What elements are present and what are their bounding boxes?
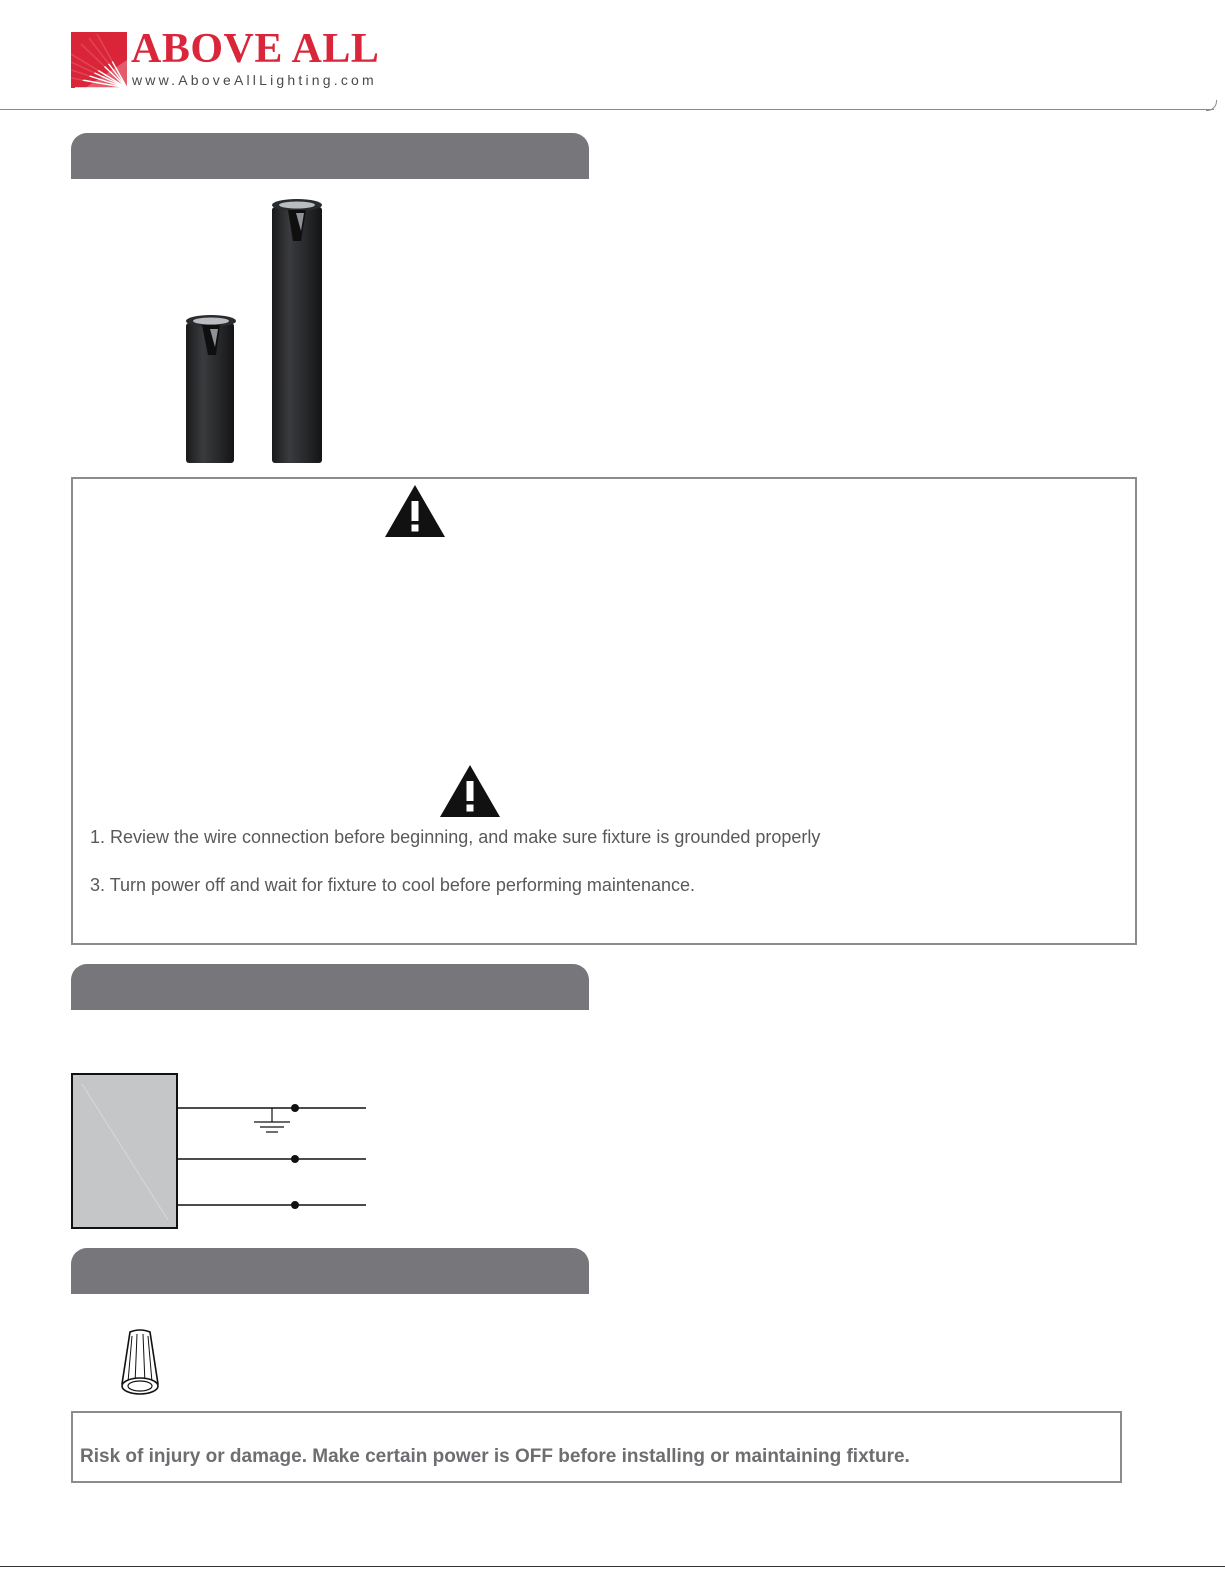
header-divider-corner bbox=[1206, 100, 1217, 111]
instruction-item: 1. Review the wire connection before beginning, and make sure fixture is grounded properly bbox=[90, 827, 821, 847]
warning-triangle-icon bbox=[385, 485, 445, 537]
instruction-item: 3. Turn power off and wait for fixture to cool before performing maintenance. bbox=[90, 875, 695, 895]
section-bar-wiring bbox=[71, 964, 589, 1010]
warning-triangle-icon bbox=[440, 765, 500, 817]
ground-symbol-icon bbox=[254, 1108, 290, 1132]
brand-name: ABOVE ALL bbox=[131, 26, 380, 72]
wiring-diagram bbox=[70, 1072, 370, 1232]
wire-nut-icon bbox=[116, 1328, 164, 1398]
wire-connection-dot bbox=[291, 1155, 299, 1163]
footer-divider bbox=[0, 1566, 1225, 1567]
wire-connection-dot bbox=[291, 1104, 299, 1112]
brand-url[interactable]: www.AboveAllLighting.com bbox=[132, 72, 377, 88]
sunburst-logo-icon bbox=[71, 32, 127, 88]
wire-connection-dot bbox=[291, 1201, 299, 1209]
risk-notice-text: Risk of injury or damage. Make certain power is OFF before installing or maintaining fixture. bbox=[80, 1446, 910, 1467]
section-bar-parts bbox=[71, 1248, 589, 1294]
section-bar-product bbox=[71, 133, 589, 179]
bollard-light-product-image bbox=[180, 195, 330, 467]
header-divider bbox=[0, 109, 1214, 110]
